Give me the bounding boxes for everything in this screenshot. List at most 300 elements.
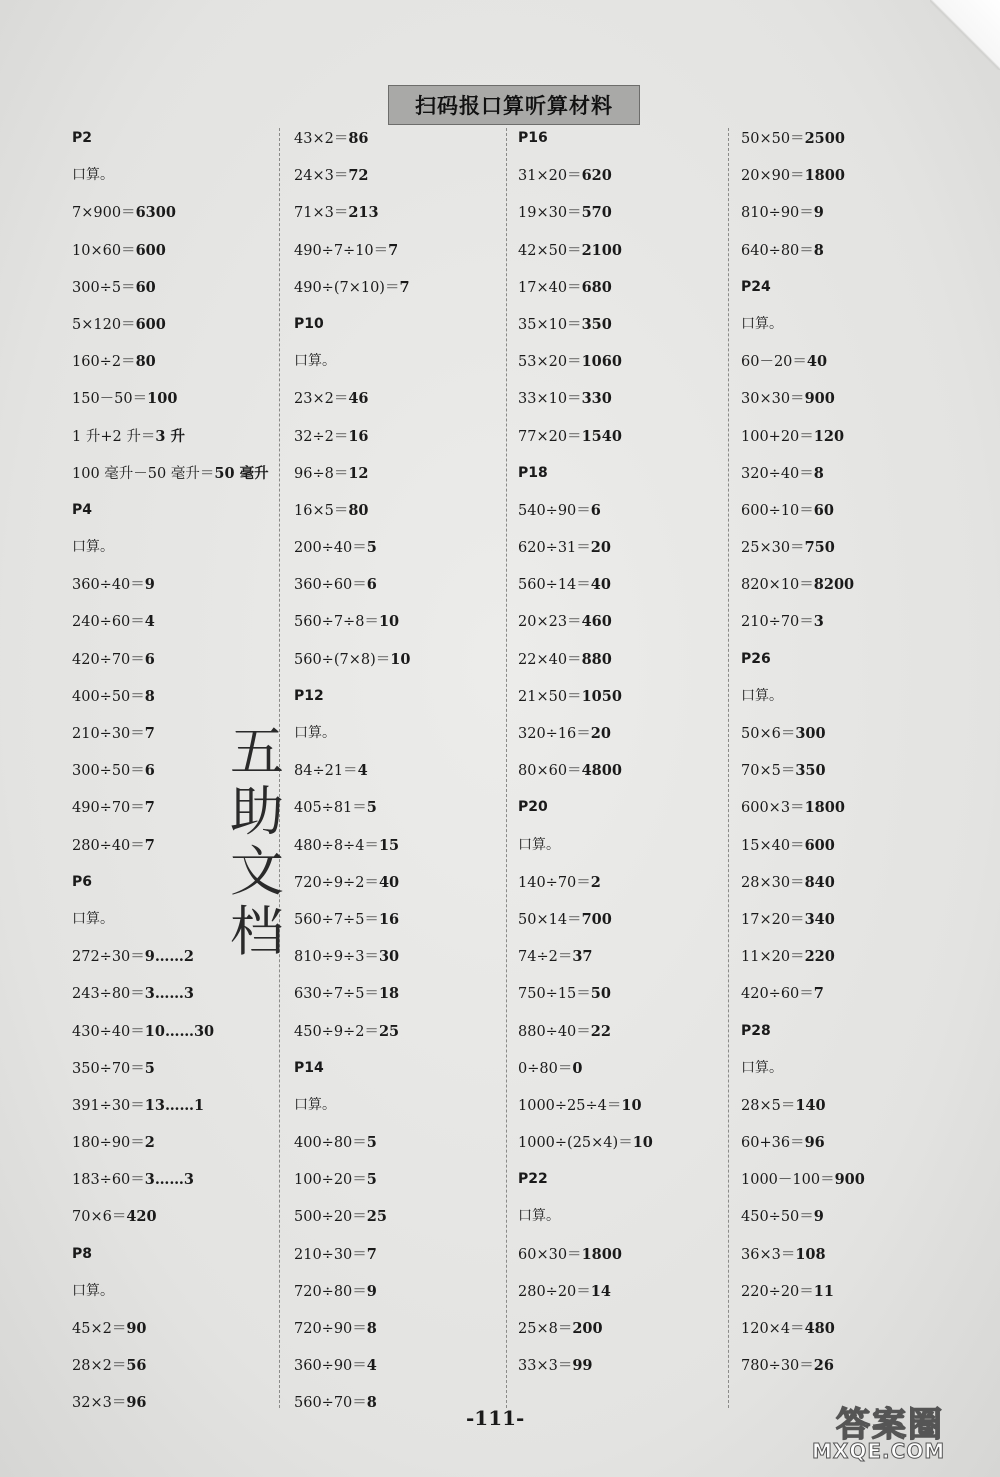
column-divider [506,128,507,1408]
equation-row [72,1050,282,1087]
handwritten-char: 助 [230,780,284,843]
equation-question: 720÷90＝ [294,1321,367,1337]
equation-question: 640÷80＝ [741,242,814,259]
section-page-label: P12 [294,687,324,704]
equation-question: 420÷60＝ [741,986,814,1003]
equation-question: 810÷90＝ [741,205,814,222]
equation-row [518,492,728,529]
equation-question: 77×20＝ [518,428,582,445]
equation-row [72,1087,282,1124]
equation-answer: 6 [590,501,601,519]
equation-answer: 56 [126,1357,147,1375]
equation-answer: 108 [795,1245,826,1263]
equation-row [72,1310,282,1347]
section-page-label: P10 [294,315,324,332]
equation-answer: 96 [126,1394,147,1412]
page-number: -111- [466,1406,525,1430]
section-page-label: P4 [72,501,93,518]
equation-answer: 5 [366,1171,377,1189]
equation-answer: 120 [813,427,845,445]
equation-question: 50×50＝ [741,131,805,147]
equation-row [294,641,504,678]
equation-answer: 4 [366,1357,377,1375]
equation-question: 820×10＝ [741,577,814,594]
page-title: 扫码报口算听算材料 [388,85,640,125]
equation-question: 280÷20＝ [518,1283,591,1300]
equation-question: 360÷90＝ [294,1358,367,1375]
equation-answer: 900 [804,390,835,408]
equation-question: 23×2＝ [294,391,349,408]
equation-question: 33×10＝ [518,391,582,408]
equation-row [294,1013,504,1050]
equation-answer: 330 [581,390,612,408]
handwritten-char: 文 [230,840,284,903]
equation-row [518,901,728,938]
section-page-label: P24 [741,278,771,295]
equation-question: 20×90＝ [741,168,805,185]
equation-answer: 7 [813,985,824,1003]
equation-row [294,752,504,789]
section-subtitle: 口算。 [518,836,560,853]
section-page-label: P28 [741,1022,771,1039]
equation-question: 780÷30＝ [741,1358,814,1375]
equation-answer: 13……1 [144,1096,205,1114]
equation-row [294,1161,504,1198]
equation-answer: 620 [581,167,612,185]
equation-row [518,566,728,603]
equation-row [294,1236,504,1273]
equation-row [741,120,951,157]
equation-row [518,975,728,1012]
equation-row [518,343,728,380]
equation-row [294,827,504,864]
watermark-url: MXQE.COM [812,1439,946,1463]
equation-answer: 2500 [804,130,845,147]
equation-row [518,1013,728,1050]
page-corner-fold [930,0,1000,70]
equation-question: 391÷30＝ [72,1097,145,1114]
equation-question: 180÷90＝ [72,1135,145,1152]
equation-answer: 350 [795,762,826,780]
equation-question: 25×8＝ [518,1321,573,1337]
equation-answer: 1800 [804,799,845,817]
equation-row [72,269,282,306]
equation-row [518,380,728,417]
equation-row [294,232,504,269]
equation-answer: 72 [348,167,369,185]
equation-answer: 840 [804,873,835,891]
equation-answer: 200 [572,1320,603,1337]
equation-row [518,1124,728,1161]
equation-row [294,1124,504,1161]
equation-row [518,641,728,678]
equation-answer: 7 [388,241,399,259]
equation-question: 71×3＝ [294,205,349,222]
equation-row [294,603,504,640]
equation-question: 272÷30＝ [72,949,145,966]
equation-row [518,232,728,269]
equation-answer: 9 [813,1208,824,1226]
equation-answer: 460 [581,613,612,631]
equation-answer: 26 [813,1357,834,1375]
equation-row [518,157,728,194]
equation-row [294,1273,504,1310]
equation-answer: 750 [804,539,835,557]
equation-question: 30×30＝ [741,391,805,408]
equation-row [741,232,951,269]
equation-answer: 99 [572,1357,593,1375]
equation-answer: 480 [804,1320,835,1337]
equation-question: 300÷5＝ [72,279,136,296]
equation-answer: 350 [581,315,612,333]
equation-question: 7×900＝ [72,205,136,222]
equation-question: 1000－100＝ [741,1172,835,1189]
watermark-brand: 答案圈 [836,1405,944,1445]
equation-row [741,975,951,1012]
equation-question: 405÷81＝ [294,800,367,817]
equation-row [741,566,951,603]
equation-question: 0÷80＝ [518,1060,573,1077]
equation-answer: 90 [126,1320,147,1337]
equation-question: 45×2＝ [72,1321,127,1337]
equation-question: 24×3＝ [294,168,349,185]
equation-question: 35×10＝ [518,316,582,333]
equation-answer: 6 [366,576,377,594]
equation-row [294,380,504,417]
equation-row [72,1384,282,1421]
equation-row [741,1310,951,1347]
equation-answer: 60 [135,278,156,296]
equation-row [294,901,504,938]
equation-question: 360÷40＝ [72,577,145,594]
equation-question: 70×5＝ [741,763,796,780]
equation-question: 500÷20＝ [294,1209,367,1226]
equation-question: 220÷20＝ [741,1283,814,1300]
equation-answer: 22 [590,1022,611,1040]
equation-question: 450÷50＝ [741,1209,814,1226]
equation-row [72,1013,282,1050]
equation-row [72,975,282,1012]
column-divider [728,128,729,1408]
equation-answer: 680 [581,278,612,296]
equation-question: 350÷70＝ [72,1060,145,1077]
equation-row [294,157,504,194]
equation-question: 300÷50＝ [72,763,145,780]
equation-answer: 50 [590,985,611,1003]
equation-row [72,1198,282,1235]
equation-row [72,194,282,231]
equation-row [72,603,282,640]
equation-answer: 6 [144,650,155,668]
equation-answer: 4 [357,762,368,780]
equation-row [294,566,504,603]
equation-answer: 40 [378,873,400,891]
equation-answer: 0 [572,1059,583,1077]
equation-answer: 900 [834,1171,865,1189]
equation-row [518,269,728,306]
handwritten-char: 档 [230,900,284,963]
equation-row [518,194,728,231]
equation-answer: 600 [135,241,166,259]
equation-question: 560÷7÷8＝ [294,614,379,631]
equation-row [72,1161,282,1198]
equation-question: 620÷31＝ [518,540,591,557]
equation-row [72,232,282,269]
equation-question: 74÷2＝ [518,949,573,966]
equation-question: 320÷40＝ [741,465,814,482]
equation-row [294,120,504,157]
equation-answer: 1800 [581,1245,622,1263]
equation-row [741,1161,951,1198]
equation-answer: 8 [813,464,824,482]
equation-answer: 7 [144,836,155,854]
equation-answer: 10……30 [144,1022,215,1040]
equation-question: 33×3＝ [518,1358,573,1375]
equation-question: 31×20＝ [518,168,582,185]
answer-column-2 [294,120,504,1422]
equation-answer: 3……3 [144,985,194,1003]
section-subtitle: 口算。 [741,1059,783,1076]
equation-row [518,1347,728,1384]
equation-row [294,1347,504,1384]
equation-row [518,418,728,455]
equation-answer: 5 [144,1059,155,1077]
equation-row [741,901,951,938]
equation-question: 240÷60＝ [72,614,145,631]
equation-question: 480÷8÷4＝ [294,837,379,854]
equation-row [518,603,728,640]
equation-row [741,380,951,417]
equation-answer: 9 [366,1282,377,1300]
equation-question: 70×6＝ [72,1209,127,1226]
equation-row [518,678,728,715]
equation-question: 17×20＝ [741,911,805,928]
equation-row [518,1236,728,1273]
equation-answer: 20 [590,539,611,557]
equation-question: 22×40＝ [518,651,582,668]
equation-question: 28×5＝ [741,1097,796,1114]
equation-question: 880÷40＝ [518,1023,591,1040]
equation-answer: 100 [147,390,178,408]
equation-answer: 10 [378,613,400,631]
equation-answer: 140 [795,1096,826,1114]
equation-answer: 4800 [581,762,622,780]
equation-row [294,1198,504,1235]
section-page-label: P8 [72,1245,93,1262]
section-page-label: P6 [72,873,93,890]
section-subtitle: 口算。 [294,353,336,370]
equation-row [518,1273,728,1310]
section-subtitle: 口算。 [518,1208,560,1225]
equation-question: 19×30＝ [518,205,582,222]
equation-question: 560÷70＝ [294,1395,367,1412]
equation-answer: 3……3 [144,1171,194,1189]
equation-answer: 2 [144,1134,155,1152]
section-page-label: P16 [518,130,548,146]
equation-question: 120×4＝ [741,1321,805,1337]
equation-row [72,306,282,343]
equation-row [72,641,282,678]
equation-question: 11×20＝ [741,949,805,966]
equation-row [741,752,951,789]
equation-answer: 8 [813,241,824,259]
equation-row [741,455,951,492]
equation-question: 210÷70＝ [741,614,814,631]
equation-row [294,938,504,975]
equation-question: 490÷(7×10)＝ [294,279,400,296]
equation-question: 600÷10＝ [741,502,814,519]
section-page-label: P2 [72,130,93,146]
equation-question: 720÷80＝ [294,1283,367,1300]
equation-answer: 600 [804,836,835,854]
equation-answer: 8 [366,1394,377,1412]
equation-question: 60+36＝ [741,1135,805,1152]
equation-answer: 40 [806,353,828,371]
equation-answer: 10 [621,1096,642,1114]
equation-answer: 1060 [581,353,622,371]
equation-row [72,418,282,455]
equation-question: 810÷9÷3＝ [294,949,379,966]
equation-question: 400÷50＝ [72,688,145,705]
equation-answer: 213 [348,204,379,222]
equation-answer: 11 [813,1282,834,1300]
equation-question: 100÷20＝ [294,1172,367,1189]
equation-row [741,1273,951,1310]
equation-row [294,529,504,566]
equation-question: 5×120＝ [72,316,136,333]
equation-row [294,455,504,492]
equation-question: 540÷90＝ [518,502,591,519]
section-page-label: P14 [294,1059,324,1076]
equation-question: 1000÷25÷4＝ [518,1097,622,1114]
answer-column-4 [741,120,951,1384]
equation-answer: 4 [144,613,155,631]
equation-question: 16×5＝ [294,502,349,519]
equation-row [518,752,728,789]
equation-row [72,566,282,603]
equation-answer: 5 [366,1134,377,1152]
equation-answer: 1800 [804,167,845,185]
equation-question: 25×30＝ [741,540,805,557]
equation-row [294,269,504,306]
equation-question: 630÷7÷5＝ [294,986,379,1003]
equation-answer: 25 [366,1208,387,1226]
equation-answer: 880 [581,650,612,668]
equation-question: 60×30＝ [518,1246,582,1263]
equation-question: 43×2＝ [294,131,349,147]
equation-answer: 9……2 [144,948,194,966]
equation-row [72,343,282,380]
equation-question: 50×14＝ [518,911,582,928]
equation-row [741,418,951,455]
equation-question: 560÷(7×8)＝ [294,651,391,668]
equation-question: 15×40＝ [741,837,805,854]
equation-row [72,455,282,492]
equation-answer: 340 [804,910,835,928]
equation-answer: 2 [590,873,601,891]
equation-question: 490÷70＝ [72,800,145,817]
equation-row [72,1347,282,1384]
equation-answer: 12 [348,464,369,482]
equation-row [741,938,951,975]
equation-answer: 3 [813,613,824,631]
equation-question: 160÷2＝ [72,354,136,371]
equation-question: 600×3＝ [741,800,805,817]
equation-answer: 25 [378,1022,400,1040]
equation-row [72,678,282,715]
equation-question: 96÷8＝ [294,465,349,482]
equation-row [518,1310,728,1347]
equation-answer: 15 [378,836,400,854]
equation-question: 750÷15＝ [518,986,591,1003]
equation-answer: 7 [366,1245,377,1263]
equation-question: 32÷2＝ [294,428,349,445]
equation-question: 560÷14＝ [518,577,591,594]
equation-answer: 1050 [581,687,622,705]
equation-answer: 6300 [135,204,176,222]
equation-question: 183÷60＝ [72,1172,145,1189]
equation-question: 42×50＝ [518,242,582,259]
equation-answer: 80 [348,501,369,519]
equation-question: 36×3＝ [741,1246,796,1263]
equation-row [741,194,951,231]
equation-answer: 16 [378,910,400,928]
equation-row [294,864,504,901]
handwritten-note [222,722,292,962]
section-subtitle: 口算。 [72,910,114,927]
equation-answer: 3 升 [155,427,185,445]
equation-answer: 2100 [581,241,622,259]
equation-question: 100 毫升－50 毫升＝ [72,465,215,482]
section-subtitle: 口算。 [72,167,114,184]
equation-question: 50×6＝ [741,726,796,742]
equation-row [518,1050,728,1087]
equation-answer: 7 [144,725,155,742]
equation-answer: 7 [399,278,410,296]
equation-question: 720÷9÷2＝ [294,874,379,891]
equation-answer: 600 [135,315,166,333]
equation-answer: 570 [581,204,612,222]
equation-row [741,1198,951,1235]
section-page-label: P18 [518,464,548,481]
equation-answer: 8200 [813,576,855,594]
equation-question: 32×3＝ [72,1395,127,1412]
equation-answer: 5 [366,539,377,557]
equation-question: 1 升+2 升＝ [72,428,156,445]
equation-question: 420÷70＝ [72,651,145,668]
equation-answer: 9 [144,576,155,594]
equation-row [518,938,728,975]
equation-row [294,975,504,1012]
equation-question: 21×50＝ [518,688,582,705]
equation-question: 10×60＝ [72,242,136,259]
equation-question: 150－50＝ [72,391,148,408]
equation-answer: 20 [590,725,611,742]
section-subtitle: 口算。 [72,1282,114,1299]
equation-row [294,789,504,826]
equation-row [741,715,951,752]
equation-row [294,194,504,231]
equation-row [741,864,951,901]
equation-row [294,492,504,529]
equation-answer: 10 [390,650,411,668]
equation-question: 80×60＝ [518,763,582,780]
equation-answer: 6 [144,762,155,780]
equation-row [741,1087,951,1124]
equation-question: 430÷40＝ [72,1023,145,1040]
equation-answer: 40 [590,576,611,594]
equation-row [741,343,951,380]
